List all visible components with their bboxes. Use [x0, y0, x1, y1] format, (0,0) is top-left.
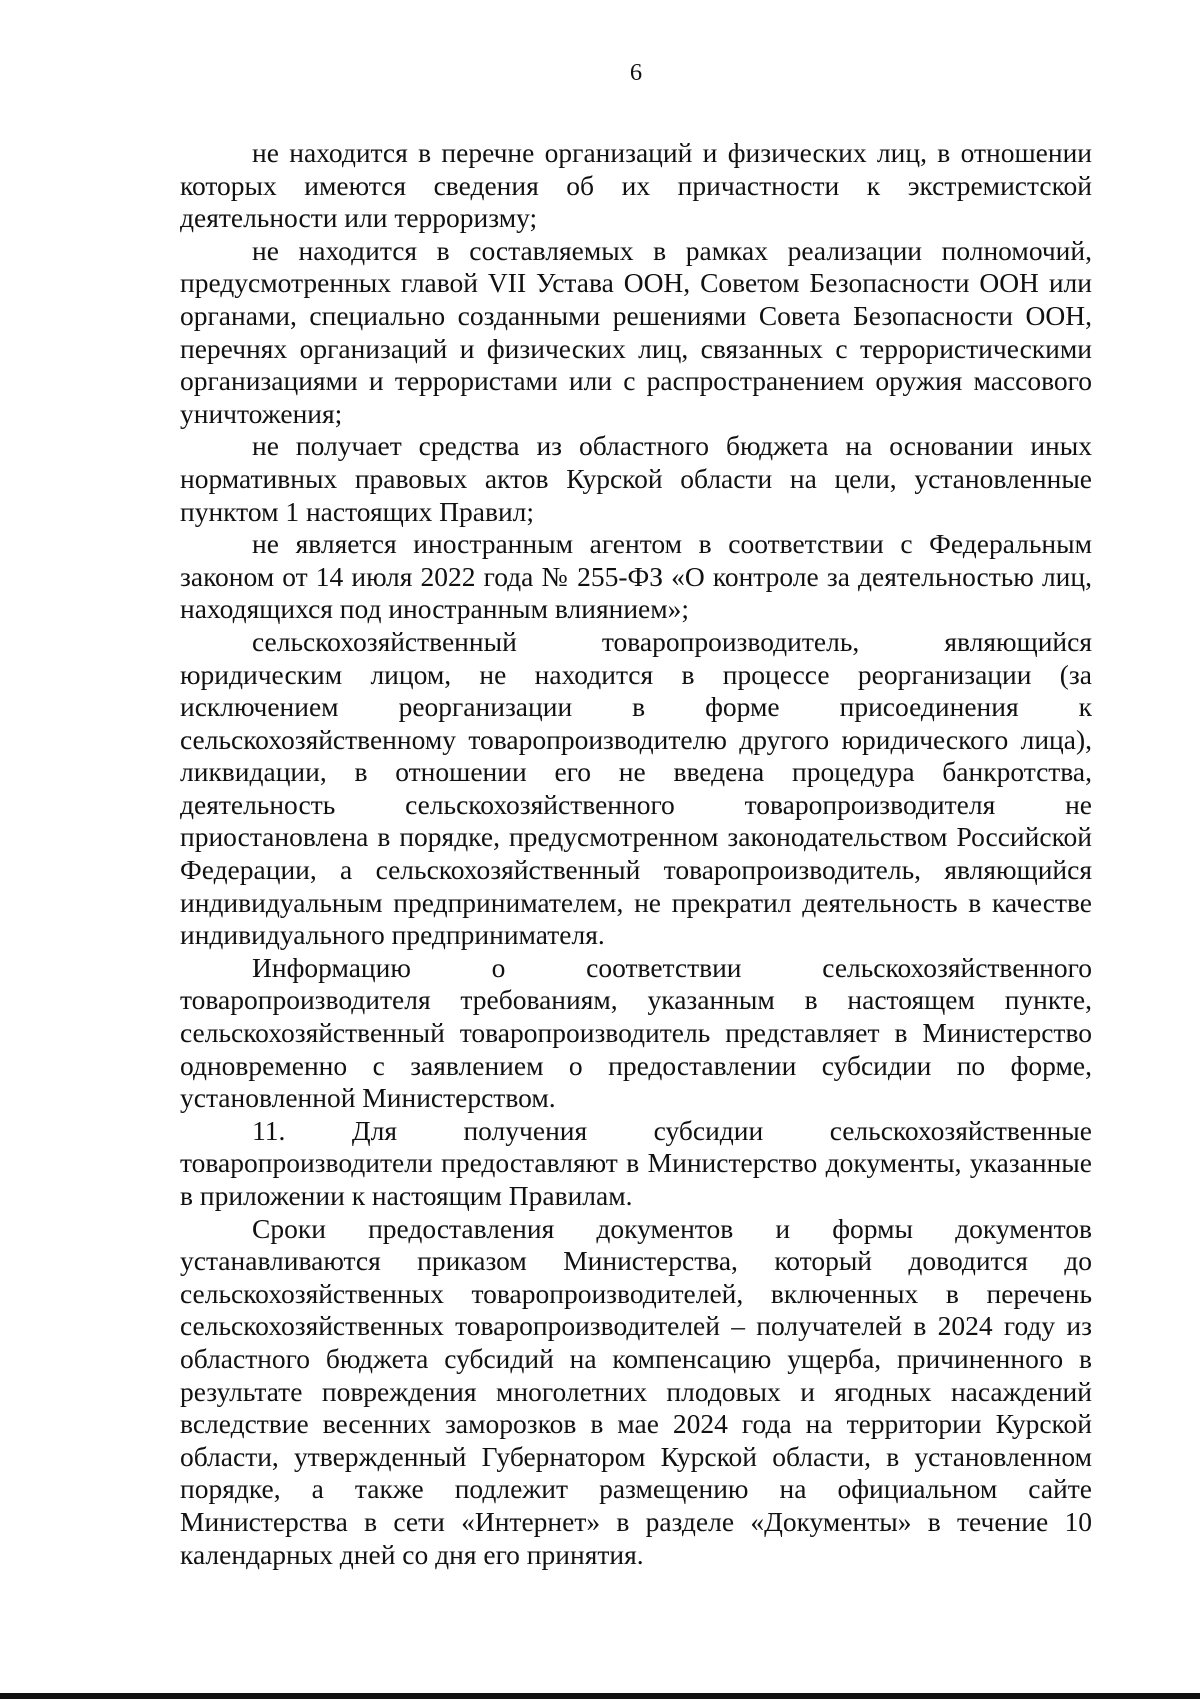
paragraph-no-regional-budget-funds: не получает средства из областного бюджета на основании иных нормативных правовых актов Курской области на цели, установленные пунктом 1 настоящих Правил; [180, 430, 1092, 527]
paragraph-compliance-information: Информацию о соответствии сельскохозяйственного товаропроизводителя требованиям, указанным в настоящем пункте, сельскохозяйственный товаропроизводитель представляет в Министерство одновременно с заявлением о предоставлении субсидии по форме, установленной Министерством. [180, 951, 1092, 1114]
paragraph-document-deadlines: Сроки предоставления документов и формы документов устанавливаются приказом Министерства, который доводится до сельскохозяйственных товаропроизводителей, включенных в перечень сельскохозяйственных товаропроизводителей – получателей в 2024 году из областного бюджета субсидий на компенсацию ущерба, причиненного в результате повреждения многолетних плодовых и ягодных насаждений вследствие весенних заморозков в мае 2024 года на территории Курской области, утвержденный Губернатором Курской области, в установленном порядке, а также подлежит размещению на официальном сайте Министерства в сети «Интернет» в разделе «Документы» в течение 10 календарных дней со дня его принятия. [180, 1212, 1092, 1570]
page-number: 6 [629, 59, 643, 86]
paragraph-un-sanctions-list: не находится в составляемых в рамках реализации полномочий, предусмотренных главой VII Устава ООН, Советом Безопасности ООН или органами, специально созданными решениями Совета Безопасности ООН, перечнях организаций и физических лиц, связанных с террористическими организациями и террористами или с распространением оружия массового уничтожения; [180, 234, 1092, 429]
paragraph-no-reorganization: сельскохозяйственный товаропроизводитель, являющийся юридическим лицом, не находится в процессе реорганизации (за исключением реорганизации в форме присоединения к сельскохозяйственному товаропроизводителю другого юридического лица), ликвидации, в отношении его не введена процедура банкротства, деятельность сельскохозяйственного товаропроизводителя не приостановлена в порядке, предусмотренном законодательством Российской Федерации, а сельскохозяйственный товаропроизводитель, являющийся индивидуальным предпринимателем, не прекратил деятельность в качестве индивидуального предпринимателя. [180, 625, 1092, 951]
document-body [180, 137, 1092, 1571]
paragraph-extremism-list: не находится в перечне организаций и физических лиц, в отношении которых имеются сведения об их причастности к экстремистской деятельности или терроризму; [180, 137, 1092, 234]
bottom-border [0, 1693, 1200, 1699]
paragraph-clause-11: 11. Для получения субсидии сельскохозяйственные товаропроизводители предоставляют в Министерство документы, указанные в приложении к настоящим Правилам. [180, 1114, 1092, 1211]
paragraph-not-foreign-agent: не является иностранным агентом в соответствии с Федеральным законом от 14 июля 2022 года № 255-ФЗ «О контроле за деятельностью лиц, находящихся под иностранным влиянием»; [180, 528, 1092, 625]
